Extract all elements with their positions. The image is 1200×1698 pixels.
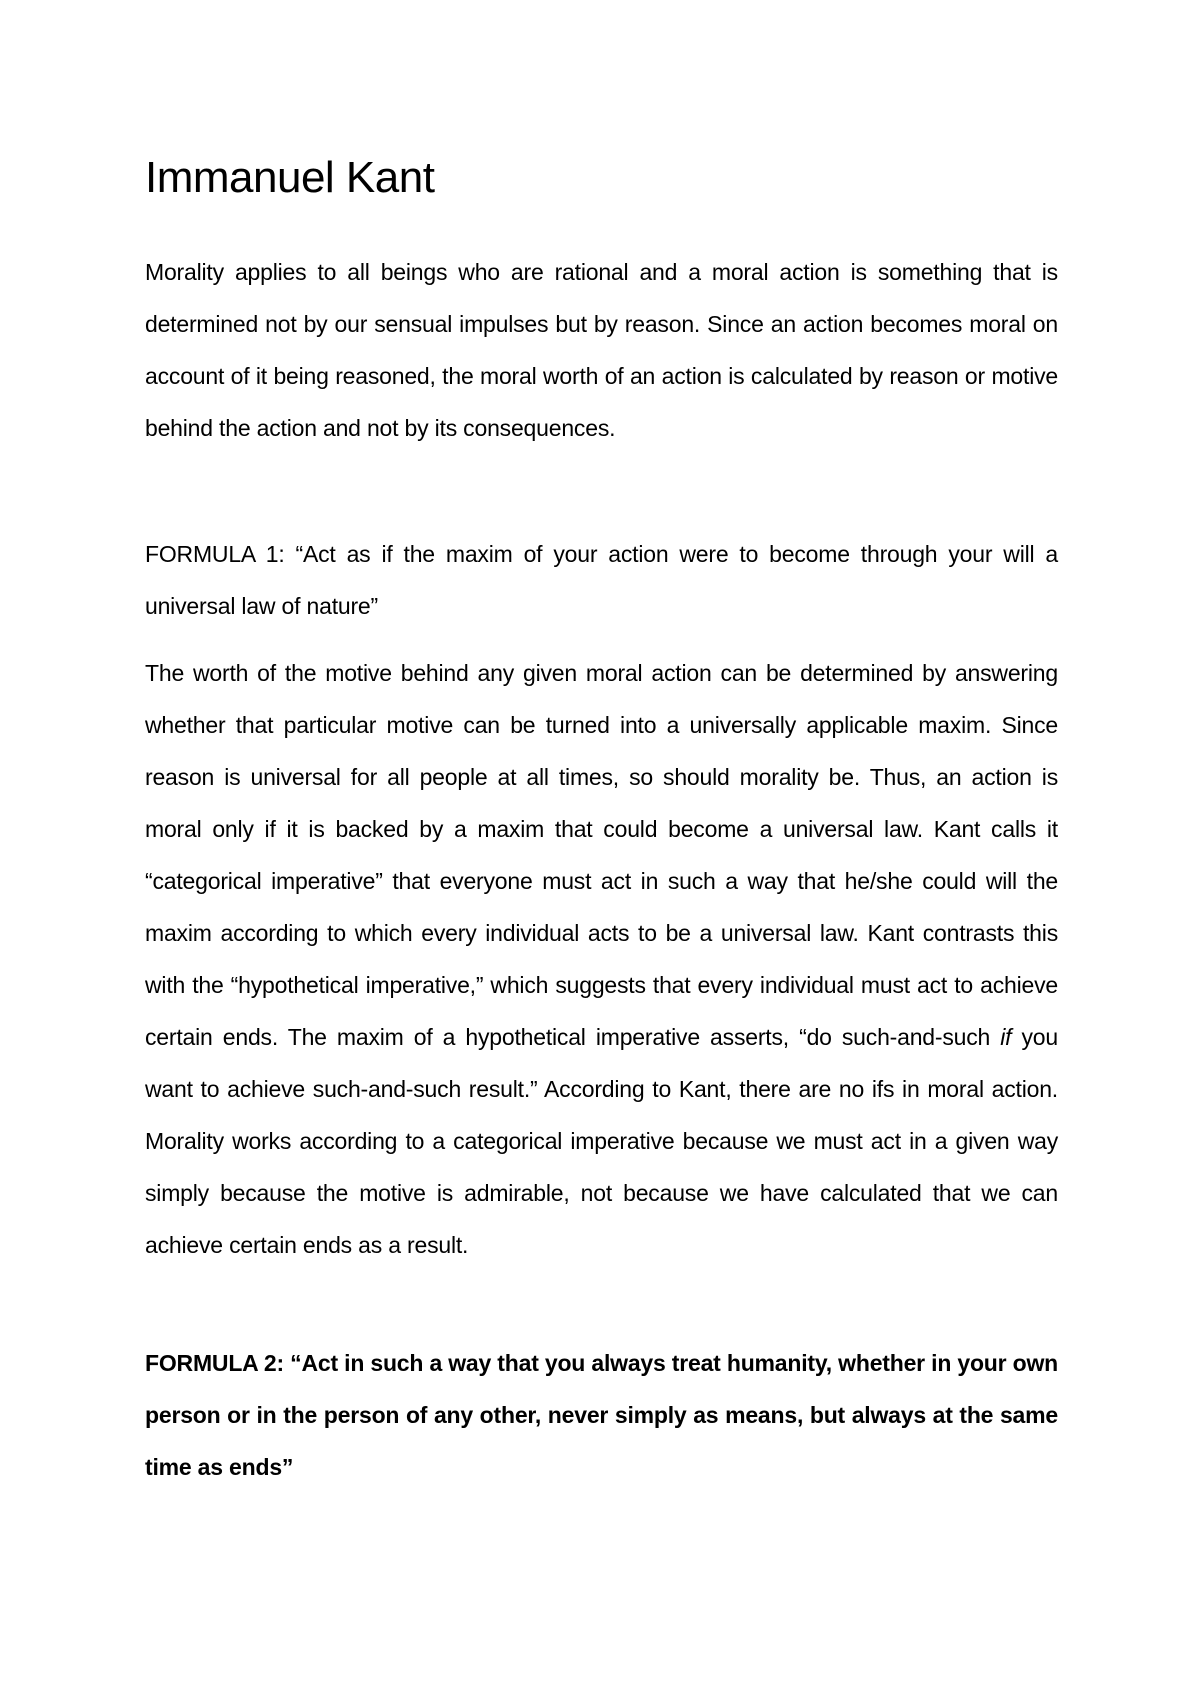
formula-1-paragraph: FORMULA 1: “Act as if the maxim of your action were to become through your will a universal law of nature” xyxy=(145,541,1058,619)
intro-paragraph: Morality applies to all beings who are rational and a moral action is something that is determined not by our sensual impulses but by reason. Since an action becomes moral on account of it being reasoned, the moral worth of an action is calculated by reason or motive behind the action and not by its consequences. xyxy=(145,259,1058,441)
formula-2-paragraph: FORMULA 2: “Act in such a way that you always treat humanity, whether in your own person or in the person of any other, never simply as means, but always at the same time as ends” xyxy=(145,1350,1058,1480)
explanation-paragraph xyxy=(145,647,1058,1271)
explanation-text-part-2: you want to achieve such-and-such result.” According to Kant, there are no ifs in moral action. Morality works according to a categorical imperative because we must act in a given way simply because the motive is admirable, not because we have calculated that we can achieve certain ends as a result. xyxy=(145,1024,1058,1258)
explanation-text-part-1: The worth of the motive behind any given moral action can be determined by answering whether that particular motive can be turned into a universally applicable maxim. Since reason is universal for all people at all times, so should morality be. Thus, an action is moral only if it is backed by a maxim that could become a universal law. Kant calls it “categorical imperative” that everyone must act in such a way that he/she could will the maxim according to which every individual acts to be a universal law. Kant contrasts this with the “hypothetical imperative,” which suggests that every individual must act to achieve certain ends. The maxim of a hypothetical imperative asserts, “do such-and-such xyxy=(145,660,1058,1050)
document-title: Immanuel Kant xyxy=(145,153,435,202)
explanation-italic-word: if xyxy=(1000,1024,1012,1050)
